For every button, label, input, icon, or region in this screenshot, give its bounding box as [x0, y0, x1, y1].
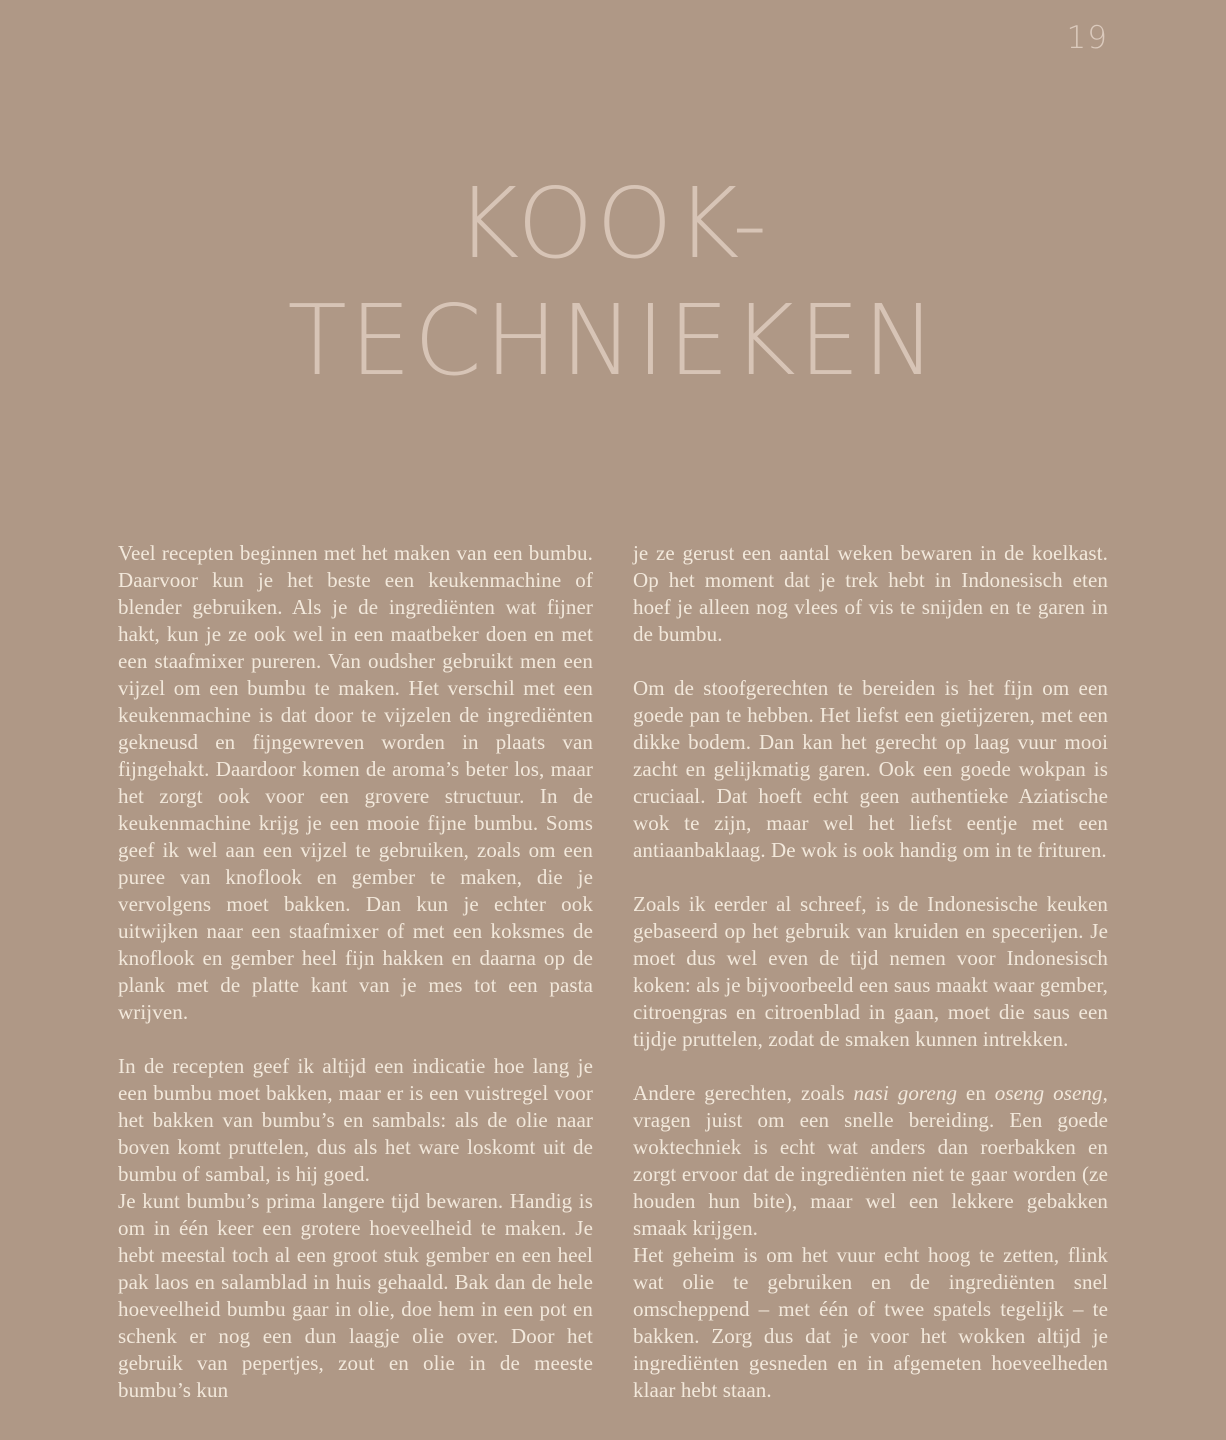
page-title-line-1: KOOK- [455, 166, 771, 280]
body-paragraph: Andere gerechten, zoals nasi goreng en oseng oseng, vragen juist om een snelle bereiding. Een goede woktechniek is echt wat anders dan roerbakken en zorgt ervoor dat de ingrediënten niet te gaar worden (ze houden hun bite), maar wel een lekkere gebakken smaak krijgen. [633, 1081, 1108, 1240]
body-paragraph: Je kunt bumbu’s prima langere tijd bewaren. Handig is om in één keer een grotere hoeveelheid te maken. Je hebt meestal toch al een groot stuk gember en een heel pak laos en salamblad in huis gehaald. Bak dan de hele hoeveelheid bumbu gaar in olie, doe hem in een pot en schenk er nog een dun laagje olie over. Door het gebruik van pepertjes, zout en olie in de meeste bumbu’s kun [118, 1189, 593, 1402]
body-paragraph: Om de stoofgerechten te bereiden is het fijn om een goede pan te hebben. Het liefst een gietijzeren, met een dikke bodem. Dan kan het gerecht op laag vuur mooi zacht en gelijkmatig garen. Ook een goede wokpan is cruciaal. Dat hoeft echt geen authentieke Aziatische wok te zijn, maar wel het liefst eentje met een antiaanbaklaag. De wok is ook handig om in te frituren. [633, 676, 1108, 862]
body-paragraph: Zoals ik eerder al schreef, is de Indonesische keuken gebaseerd op het gebruik van kruiden en specerijen. Je moet dus wel even de tijd nemen voor Indonesisch koken: als je bijvoorbeeld een saus maakt waar gember, citroengras en citroenblad in gaan, moet die saus een tijdje pruttelen, zodat de smaken kunnen intrekken. [633, 892, 1108, 1051]
text-columns [118, 540, 1108, 1404]
page-title-line-2: TECHNIEKEN [287, 283, 939, 397]
page-number: 19 [1066, 20, 1108, 56]
body-paragraph: In de recepten geef ik altijd een indicatie hoe lang je een bumbu moet bakken, maar er is een vuistregel voor het bakken van bumbu’s en sambals: als de olie naar boven komt pruttelen, dus als het ware loskomt uit de bumbu of sambal, is hij goed. [118, 1054, 593, 1186]
body-paragraph: je ze gerust een aantal weken bewaren in de koelkast. Op het moment dat je trek hebt in Indonesisch eten hoef je alleen nog vlees of vis te snijden en te garen in de bumbu. [633, 541, 1108, 646]
column-left [118, 540, 593, 1404]
column-right [633, 540, 1108, 1404]
body-paragraph: Veel recepten beginnen met het maken van een bumbu. Daarvoor kun je het beste een keukenmachine of blender gebruiken. Als je de ingrediënten wat fijner hakt, kun je ze ook wel in een maatbeker doen en met een staafmixer pureren. Van oudsher gebruikt men een vijzel om een bumbu te maken. Het verschil met een keukenmachine is dat door te vijzelen de ingrediënten gekneusd en fijngewreven worden in plaats van fijngehakt. Daardoor komen de aroma’s beter los, maar het zorgt ook voor een grovere structuur. In de keukenmachine krijg je een mooie fijne bumbu. Soms geef ik wel aan een vijzel te gebruiken, zoals om een puree van knoflook en gember te maken, die je vervolgens moet bakken. Dan kun je echter ook uitwijken naar een staafmixer of met een koksmes de knoflook en gember heel fijn hakken en daarna op de plank met de platte kant van je mes tot een pasta wrijven. [118, 541, 593, 1024]
body-paragraph: Het geheim is om het vuur echt hoog te zetten, flink wat olie te gebruiken en de ingrediënten snel omscheppend – met één of twee spatels tegelijk – te bakken. Zorg dus dat je voor het wokken altijd je ingrediënten gesneden en in afgemeten hoeveelheden klaar hebt staan. [633, 1243, 1108, 1402]
page-title [0, 165, 1226, 399]
